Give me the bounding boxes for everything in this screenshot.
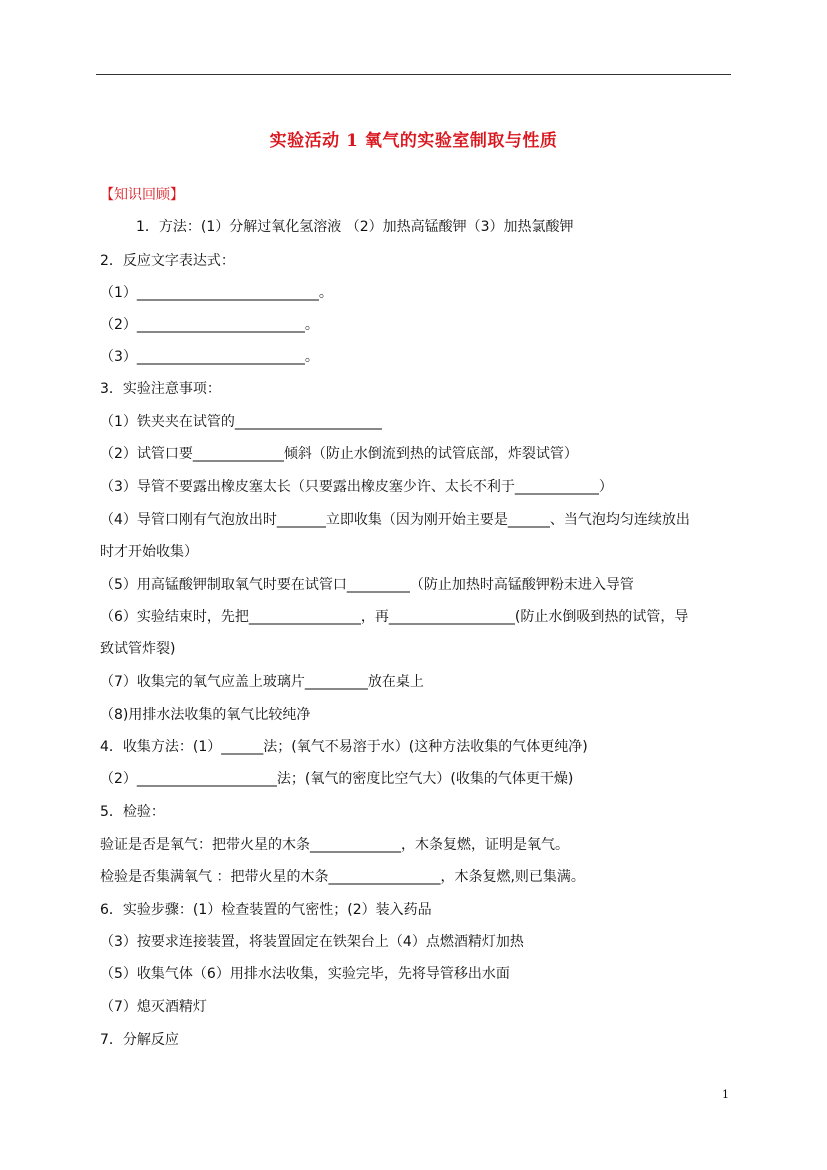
- text-line: 3．实验注意事项：: [100, 381, 221, 397]
- text-line: （2）试管口要_____________倾斜（防止水倒流到热的试管底部，炸裂试管）: [100, 446, 578, 462]
- text-line: 7．分解反应: [100, 1032, 179, 1048]
- text-line: （2）____________________法；(氧气的密度比空气大）(收集的气体更干燥): [100, 771, 574, 787]
- text-line: 时才开始收集）: [100, 544, 198, 560]
- text-line: 验证是否是氧气：把带火星的木条_____________，木条复燃，证明是氧气。: [100, 837, 569, 853]
- header-rule: [96, 74, 731, 75]
- text-line: （8)用排水法收集的氧气比较纯净: [100, 707, 311, 723]
- text-line: （6）实验结束时，先把________________，再__________________(防止水倒吸到热的试管，导: [100, 609, 689, 625]
- section-heading: 【知识回顾】: [100, 187, 184, 203]
- text-line: （7）收集完的氧气应盖上玻璃片_________放在桌上: [100, 674, 424, 690]
- text-line: 2．反应文字表达式：: [100, 253, 235, 269]
- page-number: 1: [722, 1088, 729, 1101]
- text-line: 6．实验步骤：(1）检查装置的气密性；(2）装入药品: [100, 902, 432, 918]
- text-line: 5．检验：: [100, 804, 165, 820]
- text-line: 检验是否集满氧气 ：把带火星的木条________________，木条复燃,则已集满。: [100, 869, 585, 885]
- text-line: （3）________________________。: [100, 349, 319, 365]
- text-line: （3）按要求连接装置，将装置固定在铁架台上（4）点燃酒精灯加热: [100, 934, 524, 950]
- text-line: （2）________________________。: [100, 317, 319, 333]
- text-line: （1）铁夹夹在试管的_____________________: [100, 414, 382, 430]
- text-line: （5）用高锰酸钾制取氧气时要在试管口_________（防止加热时高锰酸钾粉末进入导管: [100, 577, 634, 593]
- text-line: （3）导管不要露出橡皮塞太长（只要露出橡皮塞少许、太长不利于____________）: [100, 479, 613, 495]
- text-line: 致试管炸裂): [100, 641, 176, 657]
- page-title: 实验活动 1 氧气的实验室制取与性质: [269, 131, 558, 151]
- text-line: 4．收集方法：(1）______法；(氧气不易溶于水）(这种方法收集的气体更纯净): [100, 739, 588, 755]
- text-line: （7）熄灭酒精灯: [100, 999, 207, 1015]
- text-line: （4）导管口刚有气泡放出时_______立即收集（因为刚开始主要是______、当气泡均匀连续放出: [100, 512, 690, 528]
- text-line: （5）收集气体（6）用排水法收集，实验完毕，先将导管移出水面: [100, 966, 510, 982]
- text-line: （1）__________________________。: [100, 285, 333, 301]
- text-line: 1．方法：(1）分解过氧化氢溶液 （2）加热高锰酸钾（3）加热氯酸钾: [136, 219, 574, 235]
